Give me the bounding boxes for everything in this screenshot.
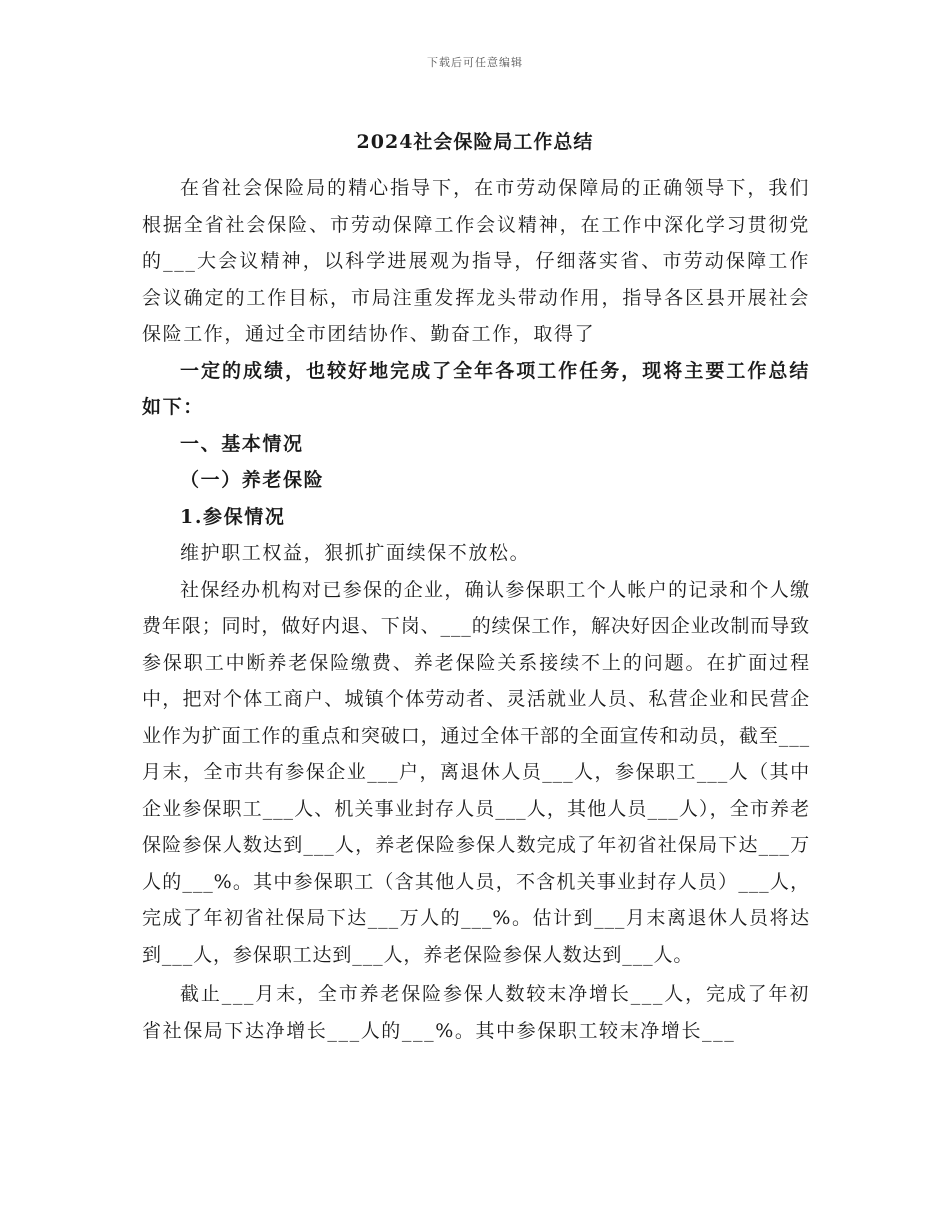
paragraph-summary-lead: 一定的成绩，也较好地完成了全年各项工作任务，现将主要工作总结如下： <box>142 359 810 418</box>
paragraph-protect-rights: 维护职工权益，狠抓扩面续保不放松。 <box>180 542 531 564</box>
document-title: 2024社会保险局工作总结 <box>356 131 594 153</box>
paragraph-net-growth: 截止___月末，全市养老保险参保人数较末净增长___人，完成了年初省社保局下达净增长___人的___%。其中参保职工较末净增长___ <box>142 983 810 1042</box>
document-body <box>142 170 810 1049</box>
heading-enrollment-status: 1.参保情况 <box>180 505 286 528</box>
heading-pension-insurance: （一）养老保险 <box>180 469 325 491</box>
paragraph-enrollment-details: 社保经办机构对已参保的企业，确认参保职工个人帐户的记录和个人缴费年限；同时，做好内退、下岗、___的续保工作，解决好因企业改制而导致参保职工中断养老保险缴费、养老保险关系接续不上的问题。在扩面过程中，把对个体工商户、城镇个体劳动者、灵活就业人员、私营企业和民营企业作为扩面工作的重点和突破口，通过全体干部的全面宣传和动员，截至___月末，全市共有参保企业___户，离退休人员___人，参保职工___人（其中企业参保职工___人、机关事业封存人员___人，其他人员___人），全市养老保险参保人数达到___人，养老保险参保人数完成了年初省社保局下达___万人的___%。其中参保职工（含其他人员，不含机关事业封存人员）___人，完成了年初省社保局下达___万人的___%。估计到___月末离退休人员将达到___人，参保职工达到___人，养老保险参保人数达到___人。 <box>142 578 811 966</box>
paragraph-intro: 在省社会保险局的精心指导下，在市劳动保障局的正确领导下，我们根据全省社会保险、市劳动保障工作会议精神，在工作中深化学习贯彻党的___大会议精神，以科学进展观为指导，仔细落实省、市劳动保障工作会议确定的工作目标，市局注重发挥龙头带动作用，指导各区县开展社会保险工作，通过全市团结协作、勤奋工作，取得了 <box>142 177 810 345</box>
heading-basic-situation: 一、基本情况 <box>180 432 304 455</box>
header-note: 下载后可任意编辑 <box>427 56 523 69</box>
